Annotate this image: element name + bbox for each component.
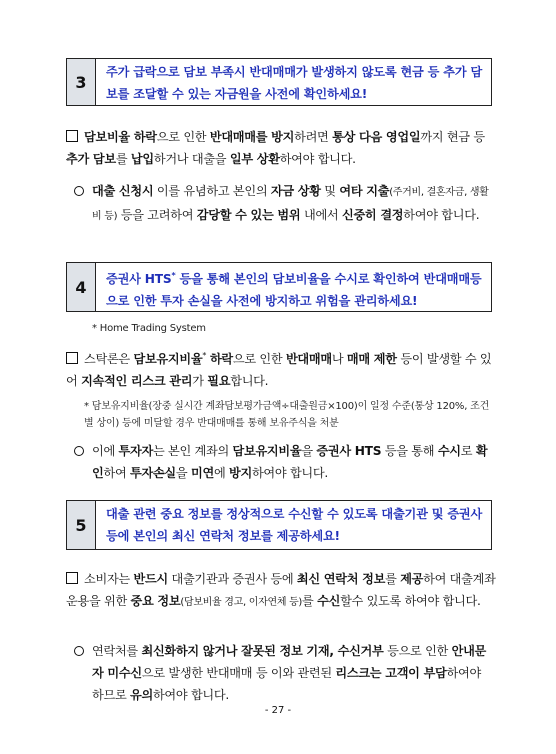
section-5-box [66,500,492,550]
circle-bullet-icon [74,186,84,196]
section-number: 5 [67,501,96,549]
circle-bullet-icon [74,646,84,656]
section-title: 대출 관련 중요 정보를 정상적으로 수신할 수 있도록 대출기관 및 증권사 등에 본인의 최신 연락처 정보를 제공하세요! [106,507,483,543]
section-title: 증권사 HTS* 등을 통해 본인의 담보비율을 수시로 확인하여 반대매매등으로 인한 투자 손실을 사전에 방지하고 위험을 관리하세요! [106,271,482,309]
section-title: 주가 급락으로 담보 부족시 반대매매가 발생하지 않도록 현금 등 추가 담보를 조달할 수 있는 자금원을 사전에 확인하세요! [106,65,483,101]
paragraph-contact-risk: 연락처를 최신화하지 않거나 잘못된 정보 기재, 수신거부 등으로 인한 안내문자 미수신으로 발생한 반대매매 등 이와 관련된 리스크는 고객이 부담하여야 하므로 유의하여야 합니다. [92,640,492,706]
square-bullet-icon [66,572,78,584]
section-4-box [66,262,492,312]
circle-bullet-icon [74,446,84,456]
paragraph-investor-check: 이에 투자자는 본인 계좌의 담보유지비율을 증권사 HTS 등을 통해 수시로 확인하여 투자손실을 미연에 방지하여야 합니다. [92,440,492,484]
square-bullet-icon [66,130,78,142]
page-number: - 27 - [264,705,292,716]
section-number: 4 [67,263,96,311]
square-bullet-icon [66,352,78,364]
section-number: 3 [67,59,96,105]
paragraph-contact-info: 소비자는 반드시 대출기관과 증권사 등에 최신 연락처 정보를 제공하여 대출계좌 운용을 위한 중요 정보(담보비율 경고, 이자연체 등)를 수신할수 있도록 하여야 합니다. [66,572,496,608]
paragraph-stockloan: 스탁론은 담보유지비율* 하락으로 인한 반대매매나 매매 제한 등이 발생할 수 있어 지속적인 리스크 관리가 필요합니다. [66,351,492,389]
paragraph-loan-application: 대출 신청시 이를 유념하고 본인의 자금 상황 및 여타 지출(주거비, 결혼자금, 생활비 등) 등을 고려하여 감당할 수 있는 범위 내에서 신중히 결정하여야 합니다. [92,180,492,228]
footnote-hts: * Home Trading System [92,323,206,334]
footnote-maintenance-ratio: * 담보유지비율(장중 실시간 계좌담보평가금액÷대출원금×100)이 일정 수준(통상 120%, 조건별 상이) 등에 미달할 경우 반대매매를 통해 보유주식을 처분 [84,401,490,429]
section-3-box [66,58,492,106]
paragraph-collateral: 담보비율 하락으로 인한 반대매매를 방지하려면 통상 다음 영업일까지 현금 등 추가 담보를 납입하거나 대출을 일부 상환하여야 합니다. [66,130,485,166]
